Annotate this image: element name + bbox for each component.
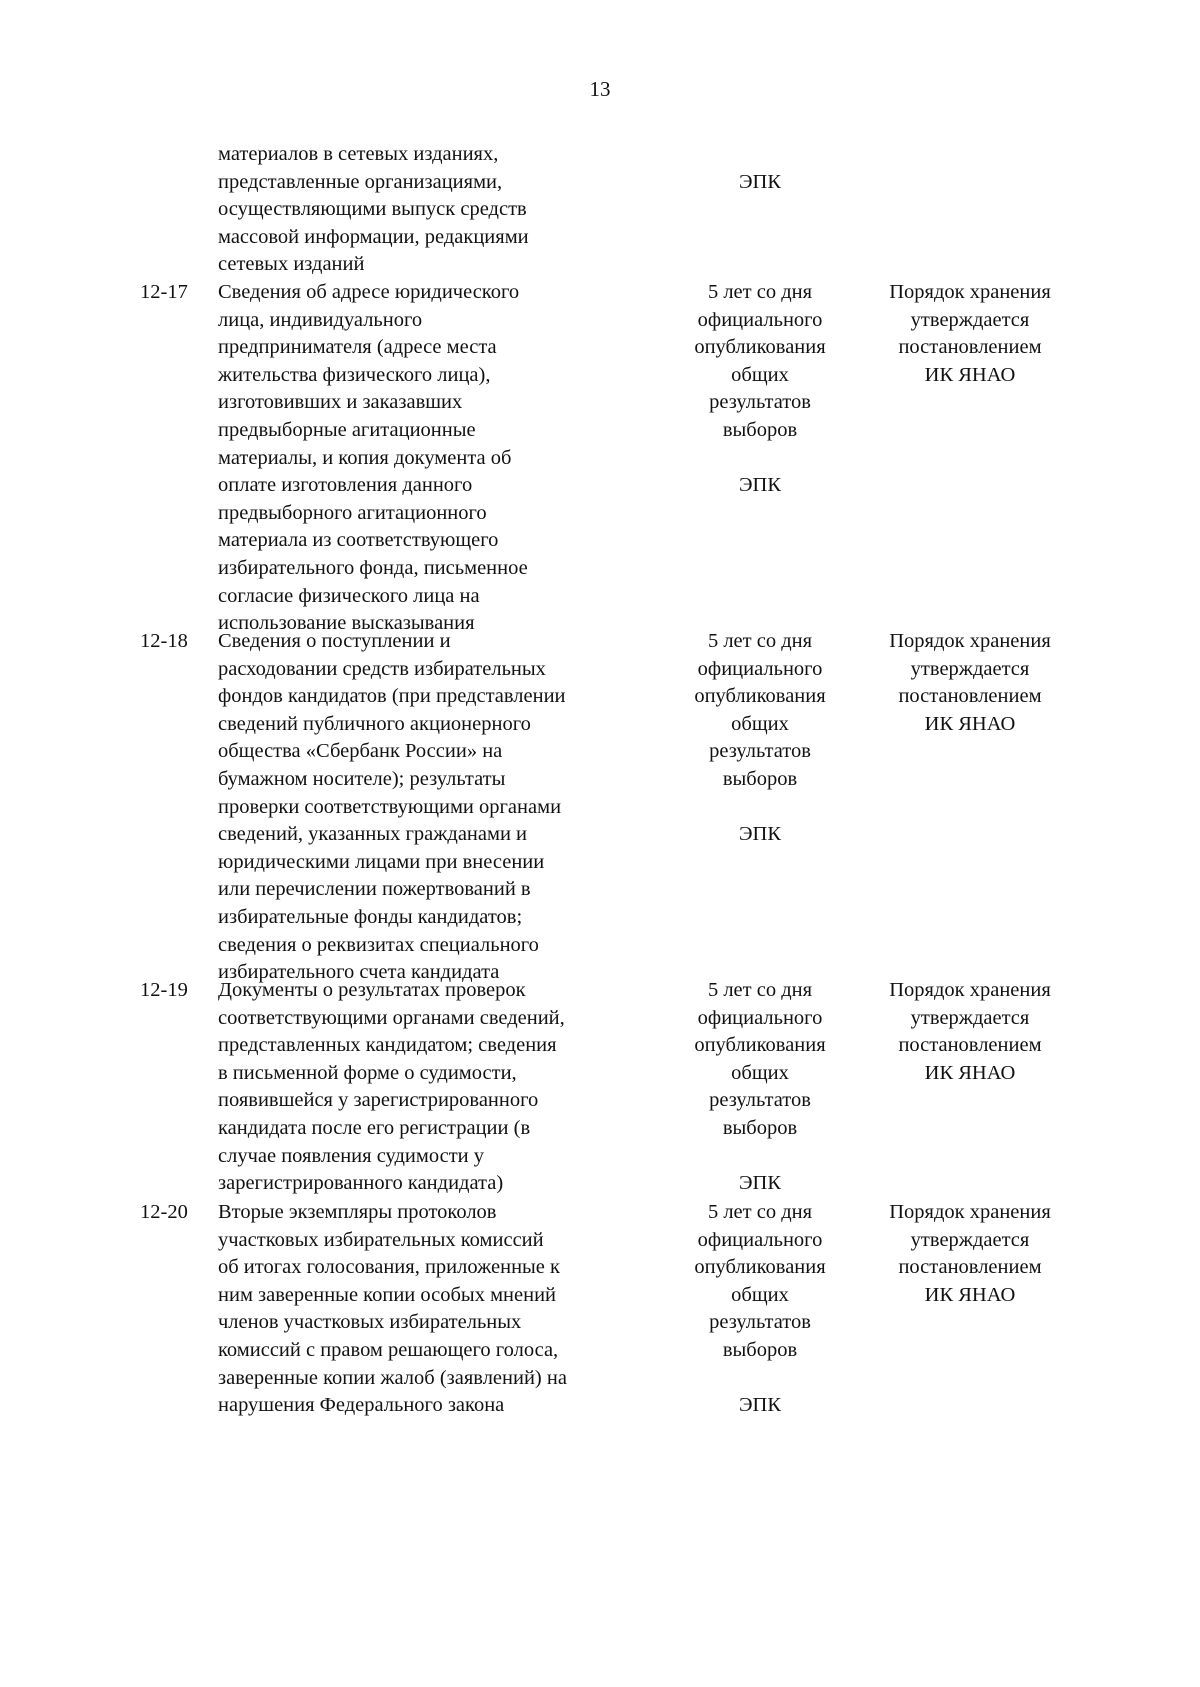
description-line: соответствующими органами сведений,: [218, 1006, 565, 1029]
term-line: официального: [697, 308, 823, 331]
term-line: выборов: [722, 767, 798, 790]
description-line: Документы о результатах проверок: [218, 979, 526, 1001]
note-line: Порядок хранения: [889, 281, 1051, 303]
note-line: ИК ЯНАО: [924, 712, 1016, 735]
epk-mark: ЭПК: [738, 1394, 781, 1417]
row-description: [218, 141, 638, 279]
note-line: утверждается: [910, 1006, 1030, 1029]
row-note: [870, 1199, 1070, 1309]
row-description: [218, 977, 638, 1198]
row-number: 12-19: [140, 979, 188, 1001]
description-line: избирательного фонда, письменное: [218, 556, 528, 579]
term-line: результатов: [709, 740, 811, 763]
epk-mark: ЭПК: [738, 474, 781, 497]
description-line: зарегистрированного кандидата): [218, 1172, 504, 1195]
term-line: общих: [731, 1061, 789, 1084]
description-line: использование высказывания: [218, 612, 475, 635]
description-line: предпринимателя (адресе места: [218, 336, 497, 359]
term-line: результатов: [709, 1311, 811, 1334]
row-note: [870, 628, 1070, 738]
description-line: об итогах голосования, приложенные к: [218, 1256, 560, 1279]
epk-mark: ЭПК: [738, 823, 781, 846]
term-line: общих: [731, 363, 789, 386]
term-line: выборов: [722, 1338, 798, 1361]
note-line: постановлением: [898, 685, 1042, 708]
description-line: комиссий с правом решающего голоса,: [218, 1338, 559, 1361]
term-line: опубликования: [694, 336, 826, 359]
description-line: сведений, указанных гражданами и: [218, 823, 528, 846]
row-description: [218, 279, 638, 638]
page-number: 13: [589, 77, 611, 101]
term-line: официального: [697, 657, 823, 680]
description-line: сетевых изданий: [218, 253, 365, 276]
note-line: ИК ЯНАО: [924, 1061, 1016, 1084]
note-line: постановлением: [898, 1034, 1042, 1057]
description-line: материалы, и копия документа об: [218, 446, 512, 469]
row-storage-term: [660, 977, 860, 1198]
description-line: случае появления судимости у: [218, 1144, 485, 1167]
description-line: изготовивших и заказавших: [218, 391, 463, 414]
description-line: лица, индивидуального: [218, 308, 423, 331]
description-line: сведения о реквизитах специального: [218, 933, 539, 956]
term-line: общих: [731, 1283, 789, 1306]
description-line: бумажном носителе); результаты: [218, 767, 506, 790]
row-number: 12-17: [140, 281, 188, 303]
row-note: [870, 977, 1070, 1087]
description-line: кандидата после его регистрации (в: [218, 1116, 531, 1139]
description-line: Вторые экземпляры протоколов: [218, 1201, 497, 1223]
note-line: постановлением: [898, 336, 1042, 359]
row-number: 12-18: [140, 630, 188, 652]
row-number: 12-20: [140, 1201, 188, 1223]
description-line: массовой информации, редакциями: [218, 225, 529, 248]
description-line: предвыборные агитационные: [218, 418, 476, 441]
note-line: Порядок хранения: [889, 979, 1051, 1001]
term-line: опубликования: [694, 1256, 826, 1279]
epk-mark: ЭПК: [738, 170, 781, 193]
description-line: расходовании средств избирательных: [218, 657, 546, 680]
term-line: 5 лет со дня: [707, 281, 813, 303]
term-line: официального: [697, 1228, 823, 1251]
note-line: ИК ЯНАО: [924, 1283, 1016, 1306]
row-storage-term: [660, 1199, 860, 1420]
note-line: утверждается: [910, 657, 1030, 680]
term-line: опубликования: [694, 685, 826, 708]
description-line: общества «Сбербанк России» на: [218, 740, 503, 763]
description-line: избирательные фонды кандидатов;: [218, 905, 523, 928]
description-line: заверенные копии жалоб (заявлений) на: [218, 1366, 567, 1389]
description-line: оплате изготовления данного: [218, 474, 473, 497]
description-line: предвыборного агитационного: [218, 501, 487, 524]
description-line: в письменной форме о судимости,: [218, 1061, 517, 1084]
description-line: фондов кандидатов (при представлении: [218, 685, 566, 708]
row-storage-term: [660, 628, 860, 849]
term-line: выборов: [722, 1116, 798, 1139]
description-line: проверки соответствующими органами: [218, 795, 562, 818]
row-storage-term: [660, 279, 860, 500]
description-line: участковых избирательных комиссий: [218, 1228, 544, 1251]
description-line: Сведения о поступлении и: [218, 630, 451, 652]
note-line: Порядок хранения: [889, 630, 1051, 652]
description-line: материала из соответствующего: [218, 529, 499, 552]
description-line: представленные организациями,: [218, 170, 503, 193]
epk-mark: ЭПК: [738, 1172, 781, 1195]
row-description: [218, 628, 638, 987]
term-line: результатов: [709, 391, 811, 414]
description-line: или перечислении пожертвований в: [218, 878, 531, 901]
term-line: выборов: [722, 418, 798, 441]
description-line: Сведения об адресе юридического: [218, 281, 520, 303]
note-line: утверждается: [910, 1228, 1030, 1251]
term-line: опубликования: [694, 1034, 826, 1057]
note-line: постановлением: [898, 1256, 1042, 1279]
description-line: избирательного счета кандидата: [218, 961, 500, 984]
term-line: 5 лет со дня: [707, 630, 813, 652]
description-line: представленных кандидатом; сведения: [218, 1034, 557, 1057]
description-line: жительства физического лица),: [218, 363, 491, 386]
description-line: осуществляющими выпуск средств: [218, 198, 527, 221]
term-line: общих: [731, 712, 789, 735]
term-line: результатов: [709, 1089, 811, 1112]
note-line: ИК ЯНАО: [924, 363, 1016, 386]
description-line: нарушения Федерального закона: [218, 1394, 505, 1417]
description-line: появившейся у зарегистрированного: [218, 1089, 539, 1112]
row-description: [218, 1199, 638, 1420]
row-storage-term: [660, 169, 860, 197]
description-line: согласие физического лица на: [218, 584, 480, 607]
term-line: 5 лет со дня: [707, 1201, 813, 1223]
description-line: материалов в сетевых изданиях,: [218, 143, 499, 165]
note-line: утверждается: [910, 308, 1030, 331]
note-line: Порядок хранения: [889, 1201, 1051, 1223]
term-line: 5 лет со дня: [707, 979, 813, 1001]
description-line: сведений публичного акционерного: [218, 712, 531, 735]
description-line: ним заверенные копии особых мнений: [218, 1283, 557, 1306]
row-note: [870, 279, 1070, 389]
term-line: официального: [697, 1006, 823, 1029]
description-line: членов участковых избирательных: [218, 1311, 522, 1334]
description-line: юридическими лицами при внесении: [218, 850, 545, 873]
